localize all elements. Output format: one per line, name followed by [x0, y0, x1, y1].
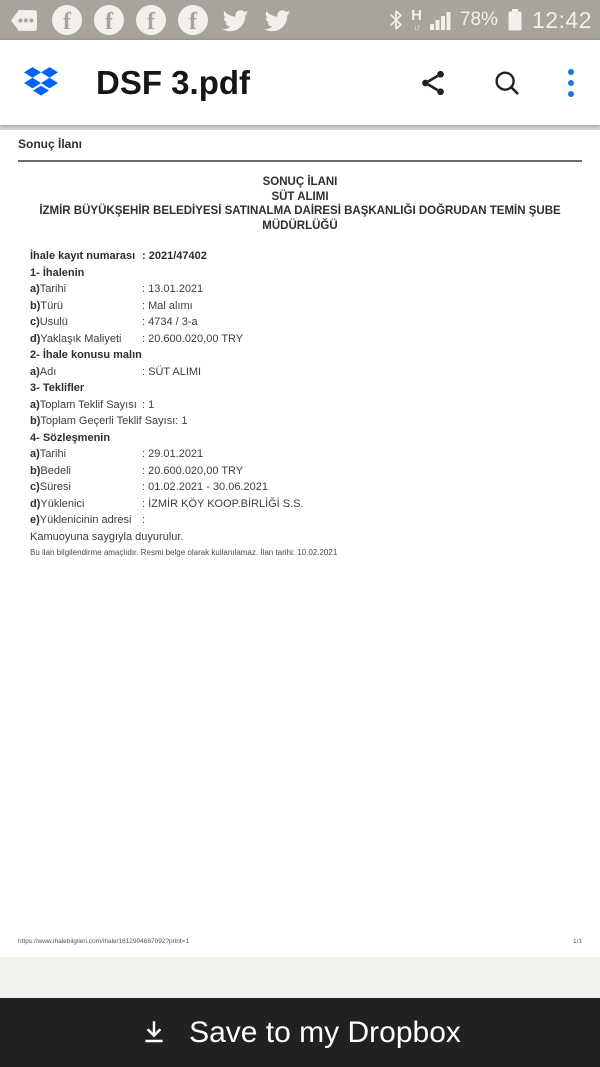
facebook-f-glyph: f: [189, 9, 197, 35]
page-number: 1/1: [572, 938, 582, 945]
doc-table-row: [30, 331, 582, 348]
signal-strength-icon: [429, 9, 453, 31]
save-to-dropbox-button[interactable]: [0, 998, 600, 1067]
share-button[interactable]: [418, 68, 448, 98]
header-divider: [18, 160, 582, 162]
document-title: DSF 3.pdf: [96, 63, 250, 101]
row-value: : SÜT ALIMI: [142, 365, 202, 378]
row-value: : İZMİR KÖY KOOP.BİRLİĞİ S.S.: [142, 497, 304, 510]
row-label: İhale kayıt numarası: [30, 250, 136, 262]
disclaimer-text: Bu ilan bilgilendirme amaçlıdır. Resmi belge olarak kullanılamaz. İlan tarihi: 10.02.2021: [30, 548, 338, 557]
doc-table-row: [30, 281, 582, 298]
row-label: e) Yüklenicinin adresi: [30, 514, 132, 526]
row-label: d) Yaklaşık Maliyeti: [30, 332, 122, 345]
doc-table-row: [30, 512, 582, 529]
doc-table-row: [30, 298, 582, 315]
row-label: a) Toplam Teklif Sayısı: [30, 398, 137, 411]
status-bar: [0, 0, 600, 40]
doc-table-row: [30, 446, 582, 463]
doc-table-row: [30, 380, 582, 397]
doc-table-row: [30, 347, 582, 364]
battery-icon: [505, 7, 525, 33]
row-value: : 20.600.020,00 TRY: [142, 464, 244, 477]
doc-table-row: [30, 397, 582, 414]
source-url: https://www.ihalebilgileri.com/ihale/1612904687092?print=1: [18, 938, 190, 945]
clock-label: 12:42: [531, 6, 592, 33]
doc-table-row: [30, 463, 582, 480]
doc-table-row: [30, 314, 582, 331]
bluetooth-icon: [388, 8, 404, 32]
save-button-label: Save to my Dropbox: [189, 1015, 461, 1049]
row-label: 1- İhalenin: [30, 266, 85, 279]
app-header: [0, 40, 600, 125]
row-value: : Mal alımı: [142, 299, 193, 312]
row-label: d) Yüklenici: [30, 497, 85, 510]
facebook-f-glyph: f: [63, 9, 71, 35]
row-value: : 01.02.2021 - 30.06.2021: [142, 481, 268, 493]
page-footer: [18, 938, 582, 945]
doc-table-row: [30, 430, 582, 447]
pdf-page[interactable]: [0, 130, 600, 957]
row-label: c) Süresi: [30, 481, 71, 493]
facebook-f-glyph: f: [105, 9, 113, 35]
battery-percent-label: 78%: [459, 9, 498, 30]
row-label: 3- Teklifler: [30, 382, 85, 394]
row-value: : 2021/47402: [142, 250, 207, 262]
chat-notification-icon: [8, 6, 40, 35]
facebook-notification-icon: [136, 5, 166, 35]
data-activity-arrows-icon: ↓↑: [413, 23, 420, 32]
viewer-background: [0, 957, 600, 998]
dropbox-logo-icon: [24, 67, 58, 98]
row-label: b) Türü: [30, 299, 64, 312]
row-label: 2- İhale konusu malın: [30, 349, 142, 361]
doc-table-row: [30, 265, 582, 282]
doc-table-row: [30, 479, 582, 496]
pdf-running-header: Sonuç İlanı: [18, 137, 83, 151]
row-label: c) Usulü: [30, 316, 68, 328]
doc-table-row: [30, 496, 582, 513]
doc-table-row: [30, 413, 582, 430]
facebook-notification-icon: [178, 5, 208, 35]
doc-heading-line-2: SÜT ALIMI: [271, 190, 329, 203]
twitter-notification-icon: [220, 7, 250, 33]
doc-heading-line-3: İZMİR BÜYÜKŞEHİR BELEDİYESİ SATINALMA DAİRESİ BAŞKANLIĞI DOĞRUDAN TEMİN ŞUBE MÜDÜRLÜĞÜ: [39, 205, 561, 232]
row-value: :: [142, 514, 146, 526]
facebook-f-glyph: f: [147, 9, 155, 35]
row-value: : 4734 / 3-a: [142, 316, 198, 328]
row-label: a) Tarihi: [30, 283, 67, 295]
doc-heading-line-1: SONUÇ İLANI: [262, 176, 338, 188]
download-icon: [139, 1018, 169, 1048]
row-value: : 29.01.2021: [142, 448, 204, 460]
row-label: b) Toplam Geçerli Teklif Sayısı: [30, 415, 176, 427]
doc-table-row: [30, 248, 582, 265]
doc-table-row: [30, 364, 582, 381]
facebook-notification-icon: [52, 5, 82, 35]
row-value: : 20.600.020,00 TRY: [142, 332, 244, 345]
closing-statement: Kamuoyuna saygıyla duyurulur.: [30, 530, 184, 543]
search-button[interactable]: [492, 68, 522, 98]
status-indicators: [388, 7, 592, 34]
network-type-indicator: [411, 8, 422, 32]
row-label: a) Tarihi: [30, 448, 67, 460]
notification-icons: [8, 5, 292, 35]
row-value: : 1: [175, 415, 188, 427]
overflow-menu-button[interactable]: [566, 67, 576, 99]
doc-table: [30, 248, 582, 529]
row-label: a) Adı: [30, 365, 57, 378]
row-label: b) Bedeli: [30, 464, 71, 477]
network-type-label: H: [411, 7, 422, 24]
twitter-notification-icon: [262, 7, 292, 33]
facebook-notification-icon: [94, 5, 124, 35]
row-value: : 1: [142, 398, 155, 411]
row-value: : 13.01.2021: [142, 283, 204, 295]
header-actions: [418, 67, 576, 99]
row-label: 4- Sözleşmenin: [30, 431, 111, 444]
